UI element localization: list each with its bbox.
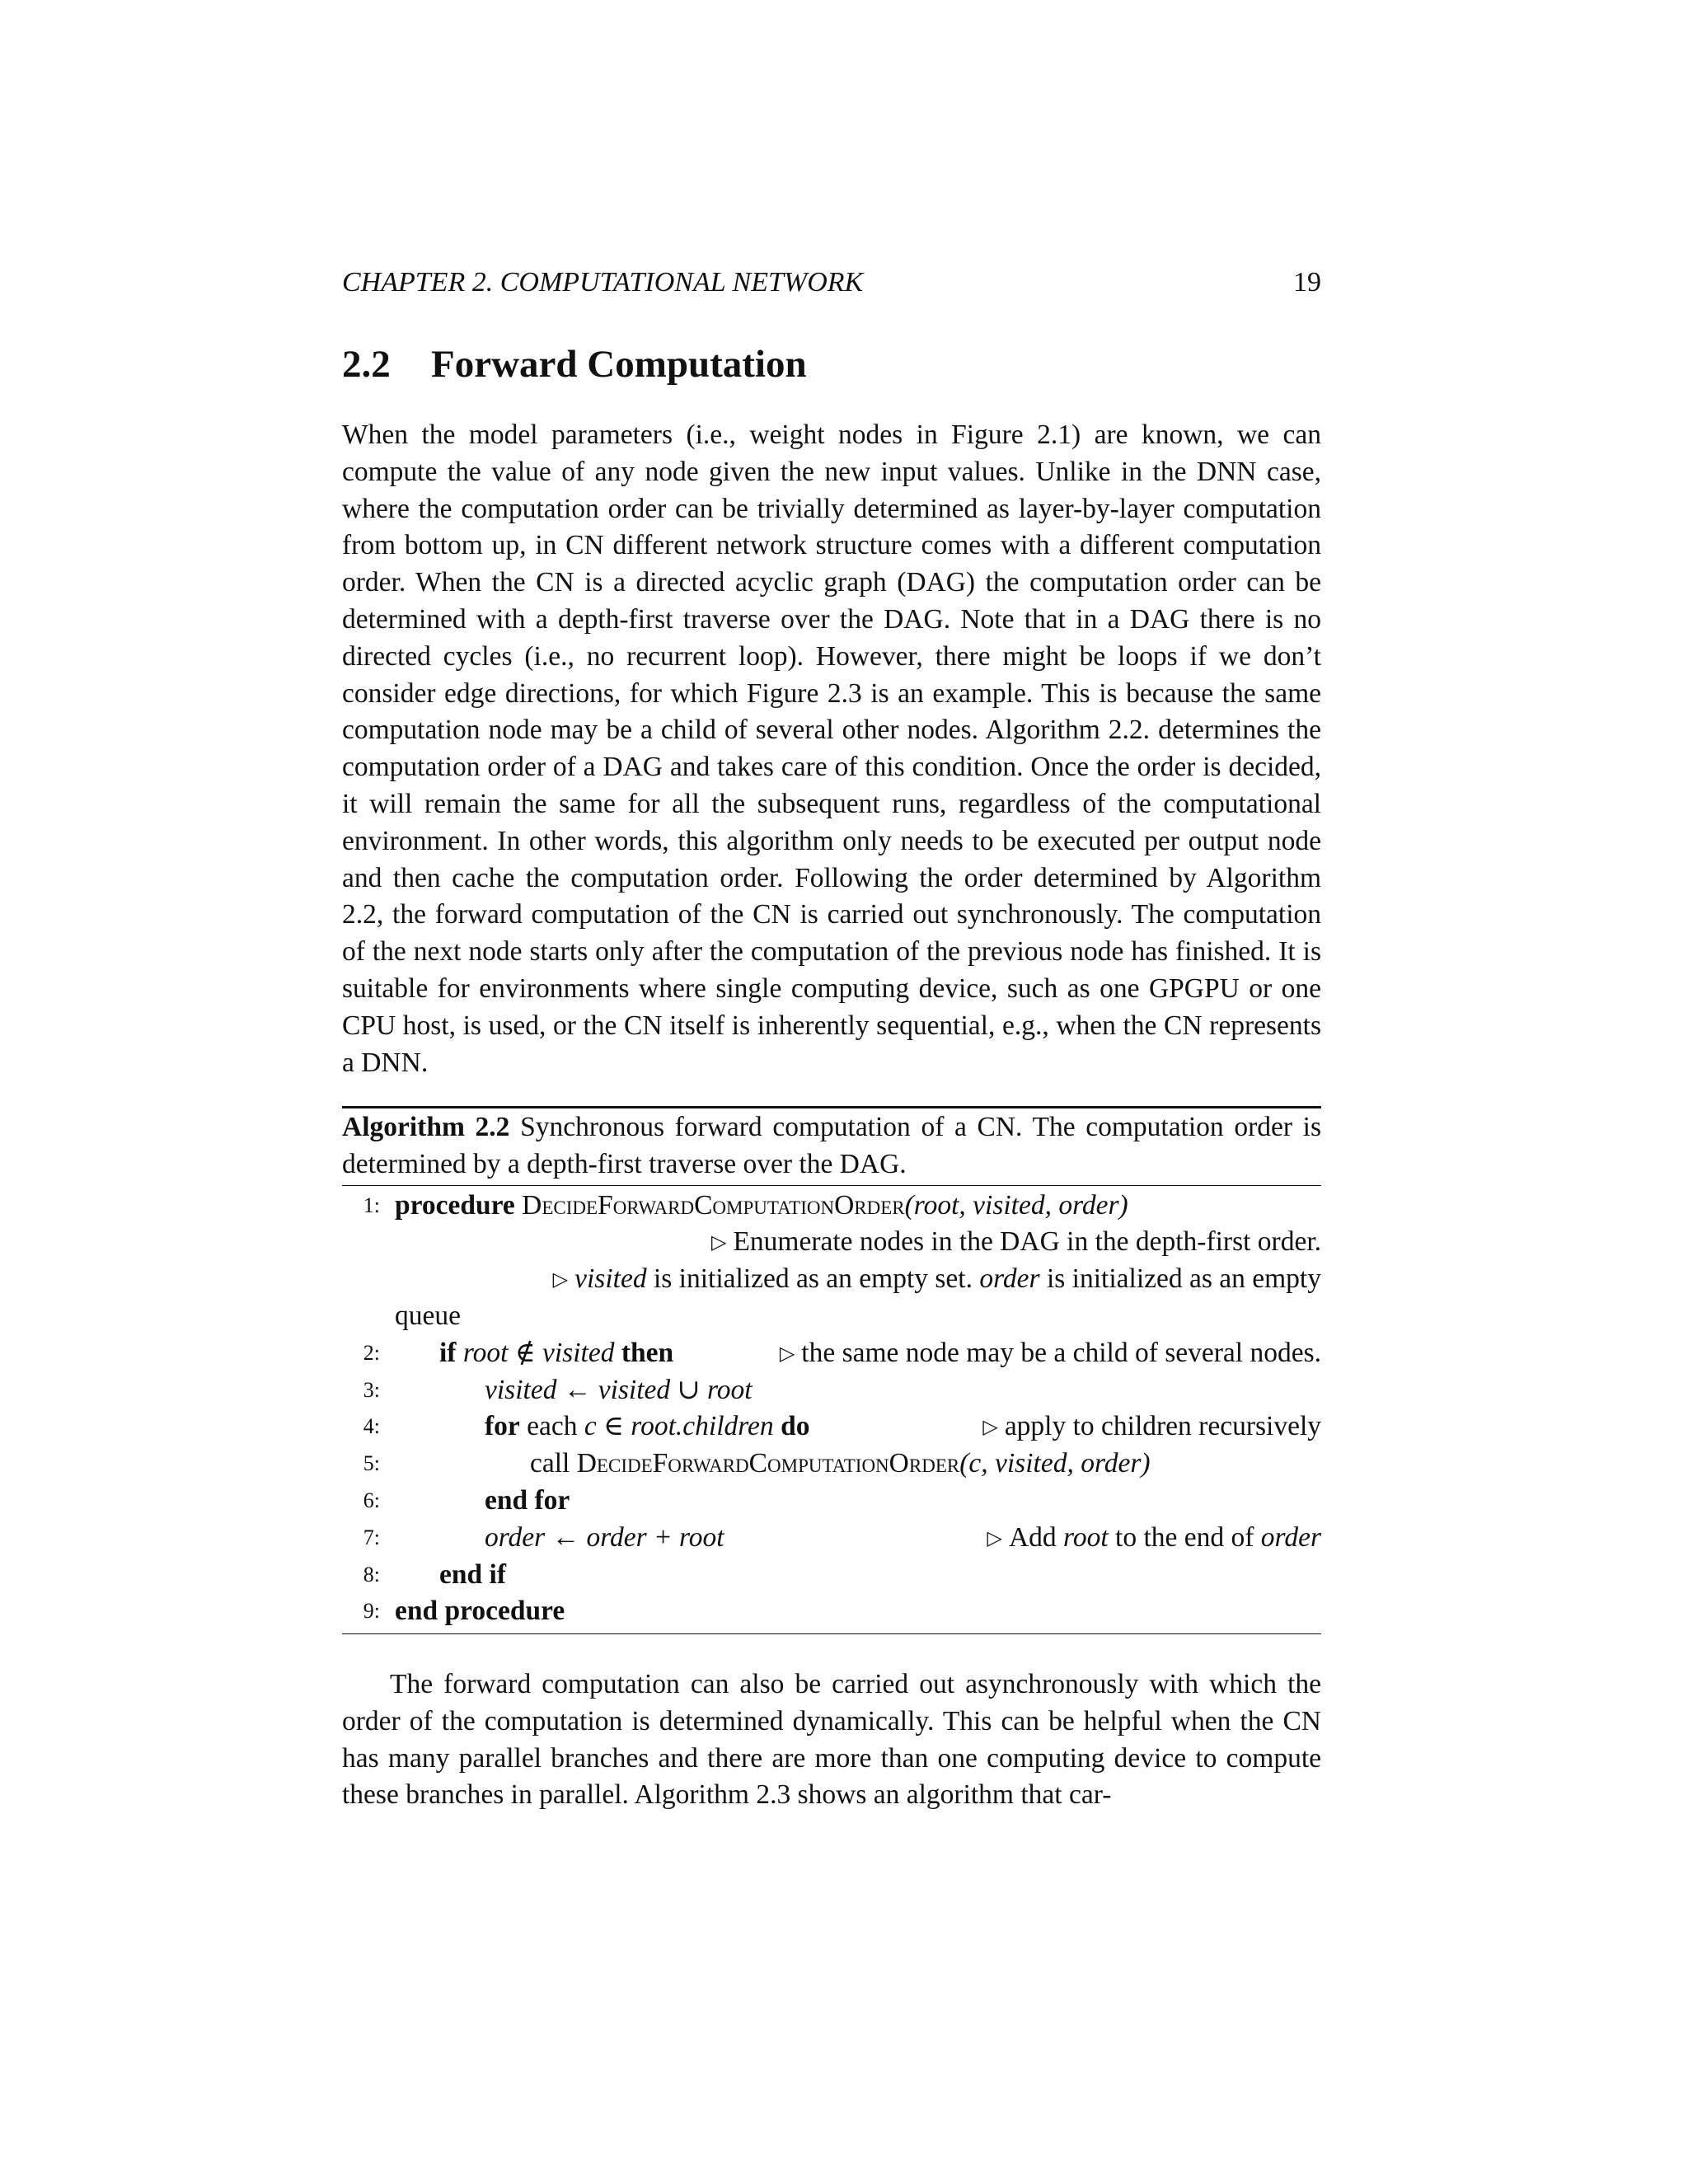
- comment-triangle-icon: ▷: [779, 1343, 795, 1365]
- algorithm-line-4: [342, 1408, 1321, 1446]
- algorithm-bottom-rule: [342, 1633, 1321, 1634]
- line-number: 9:: [363, 1599, 380, 1624]
- line-number: 3:: [363, 1377, 380, 1402]
- algorithm-line-7: [342, 1520, 1321, 1557]
- comment-text: Enumerate nodes in the DAG in the depth-first order.: [733, 1226, 1321, 1258]
- line-number: 4:: [363, 1414, 380, 1439]
- keyword-do: do: [781, 1411, 810, 1442]
- keyword-end-procedure: end procedure: [395, 1596, 565, 1627]
- comment-var-order: order: [1260, 1521, 1321, 1553]
- keyword-procedure: procedure: [395, 1189, 515, 1221]
- loop-iterator: c ∈ root.children: [584, 1411, 774, 1442]
- running-header: [342, 265, 1321, 300]
- algorithm-line-3: [342, 1372, 1321, 1409]
- statement: order ← order + root: [485, 1521, 724, 1553]
- keyword-then: then: [621, 1337, 674, 1368]
- line-number: 2:: [363, 1340, 380, 1365]
- comment-var-order: order: [979, 1263, 1040, 1295]
- procedure-args: (c, visited, order): [959, 1448, 1151, 1479]
- algorithm-line-1-comment: [342, 1224, 1321, 1261]
- section-title: Forward Computation: [431, 343, 807, 386]
- algorithm-caption-text: Synchronous forward computation of a CN. The computation order is determined by a depth-first traverse over the DAG.: [342, 1112, 1321, 1179]
- comment-text: apply to children recursively: [1004, 1411, 1321, 1442]
- word-call: call: [530, 1448, 570, 1479]
- algorithm-block: [342, 1106, 1321, 1634]
- statement: visited ← visited ∪ root: [485, 1374, 753, 1405]
- comment-text: Add: [1008, 1521, 1064, 1553]
- comment-var-visited: visited: [574, 1263, 647, 1295]
- comment-var-root: root: [1063, 1521, 1109, 1553]
- line-number: 5:: [363, 1451, 380, 1476]
- algorithm-line-6: [342, 1483, 1321, 1520]
- algorithm-line-1-comment-2: [342, 1261, 1321, 1298]
- keyword-if: if: [439, 1337, 457, 1368]
- comment-text: to the end of: [1108, 1521, 1261, 1553]
- procedure-name: DecideForwardComputationOrder: [522, 1189, 905, 1221]
- comment-text: is initialized as an empty set.: [646, 1263, 980, 1295]
- algorithm-lines: [342, 1186, 1321, 1634]
- comment-wrap-text: queue: [395, 1300, 461, 1331]
- algorithm-label: Algorithm 2.2: [342, 1112, 510, 1142]
- section-number: 2.2: [342, 343, 391, 386]
- page-number: 19: [1293, 267, 1321, 298]
- line-number: 1:: [363, 1193, 380, 1217]
- body-paragraph-2: The forward computation can also be carried out asynchronously with which the order of the computation is determined dynamically. This can be helpful when the CN has many parallel branches and there are more than one computing device to compute these branches in parallel. Algorithm 2.3 shows an algorithm that car-: [342, 1669, 1321, 1811]
- line-number: 7:: [363, 1525, 380, 1549]
- if-condition: root ∉ visited: [462, 1337, 615, 1368]
- comment-triangle-icon: ▷: [987, 1527, 1002, 1549]
- algorithm-line-9: [342, 1593, 1321, 1630]
- chapter-heading: CHAPTER 2. COMPUTATIONAL NETWORK: [342, 267, 864, 298]
- algorithm-line-2: [342, 1335, 1321, 1372]
- keyword-end-if: end if: [439, 1558, 506, 1590]
- procedure-args: (root, visited, order): [904, 1189, 1128, 1221]
- line-number: 6:: [363, 1488, 380, 1512]
- section-heading: [342, 340, 1321, 389]
- comment-text: the same node may be a child of several nodes.: [801, 1337, 1321, 1368]
- algorithm-line-5: [342, 1446, 1321, 1483]
- comment-triangle-icon: ▷: [982, 1417, 998, 1439]
- comment-triangle-icon: ▷: [552, 1269, 569, 1291]
- keyword-end-for: end for: [485, 1484, 570, 1516]
- algorithm-caption: [342, 1108, 1321, 1185]
- word-each: each: [527, 1411, 578, 1442]
- procedure-name: DecideForwardComputationOrder: [576, 1448, 960, 1479]
- algorithm-line-8: [342, 1557, 1321, 1594]
- algorithm-line-1: [342, 1188, 1321, 1225]
- comment-text: is initialized as an empty: [1039, 1263, 1321, 1295]
- body-paragraph-1: When the model parameters (i.e., weight nodes in Figure 2.1) are known, we can compute the value of any node given the new input values. Unlike in the DNN case, where the computation order can be trivially determined as layer-by-layer computation from bottom up, in CN different network structure comes with a different computation order. When the CN is a directed acyclic graph (DAG) the computation order can be determined with a depth-first traverse over the DAG. Note that in a DAG there is no directed cycles (i.e., no recurrent loop). However, there might be loops if we don’t consider edge directions, for which Figure 2.3 is an example. This is because the same computation node may be a child of several other nodes. Algorithm 2.2. determines the computation order of a DAG and takes care of this condition. Once the order is decided, it will remain the same for all the subsequent runs, regardless of the computational environment. In other words, this algorithm only needs to be executed per output node and then cache the computation order. Following the order determined by Algorithm 2.2, the forward computation of the CN is carried out synchronously. The computation of the next node starts only after the computation of the previous node has finished. It is suitable for environments where single computing device, such as one GPGPU or one CPU host, is used, or the CN itself is inherently sequential, e.g., when the CN represents a DNN.: [342, 419, 1321, 1078]
- keyword-for: for: [485, 1411, 520, 1442]
- line-number: 8:: [363, 1562, 380, 1586]
- comment-triangle-icon: ▷: [710, 1232, 727, 1254]
- algorithm-line-1-comment-wrap: [342, 1298, 1321, 1335]
